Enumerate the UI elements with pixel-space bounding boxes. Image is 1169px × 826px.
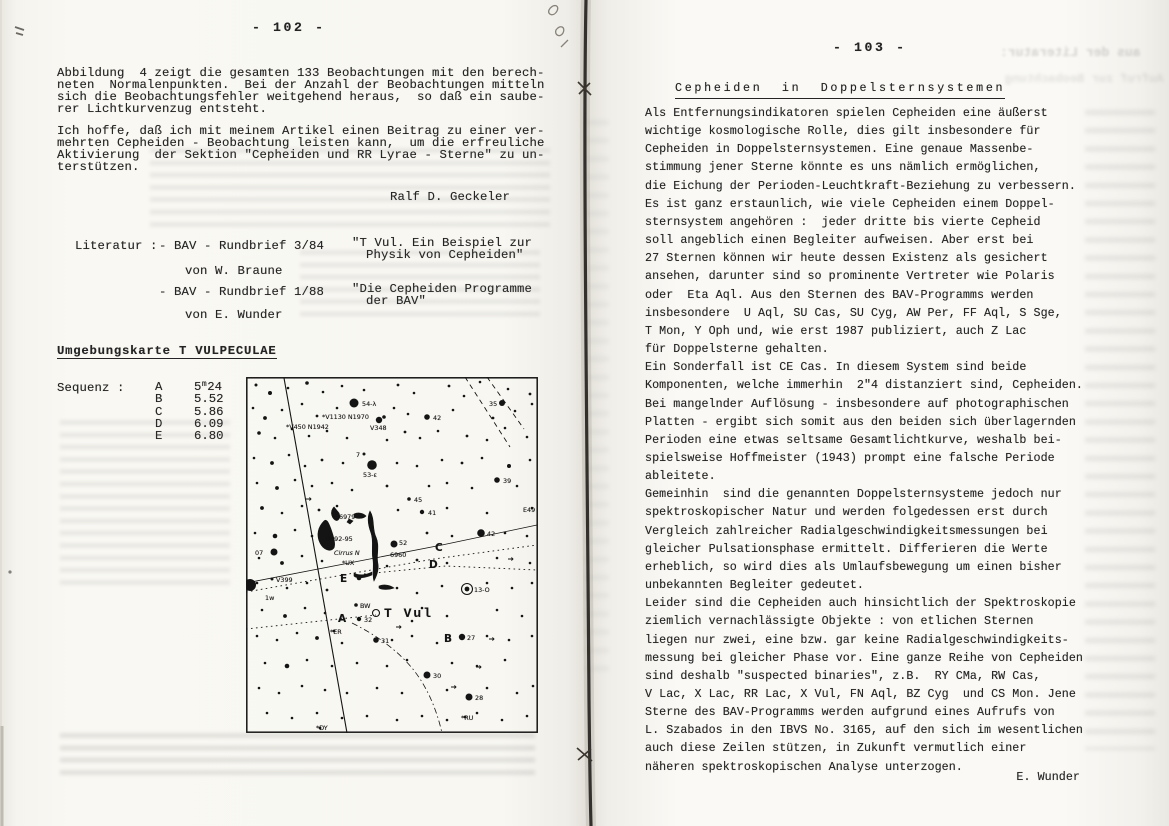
bleedthrough-smudge bbox=[300, 250, 540, 320]
svg-text:C: C bbox=[435, 542, 443, 554]
text-line: rer Lichtkurvenzug entsteht. bbox=[57, 102, 267, 117]
text-line: sich die Beobachtungsfehler weitgehend heraus, so daß ein saube- bbox=[57, 90, 545, 105]
svg-text:42: 42 bbox=[487, 530, 496, 538]
text-line: Komponenten, welche immerhin 2"4 distanziert sind, Cepheiden. bbox=[645, 378, 1083, 393]
text-line: gleicher Pulsationsphase ermittelt. Differieren die Werte bbox=[645, 541, 1048, 556]
svg-text:28: 28 bbox=[475, 694, 484, 702]
text-line: Platten - ergibt sich somit aus den beiden sich überlagernden bbox=[645, 414, 1076, 429]
magnitude-superscript: m bbox=[201, 379, 207, 389]
literature-ref-1: - BAV - Rundbrief 3/84 bbox=[159, 239, 324, 253]
sequence-value: 5$^m$24 bbox=[194, 379, 222, 394]
text-line: Cepheiden in Doppelsternsystemen. Eine genaue Massenbe- bbox=[645, 142, 1034, 157]
sequence-letter: B bbox=[155, 392, 163, 407]
text-line: auch diese Zeilen stützen, in Zukunft vermutlich einer bbox=[645, 741, 1027, 756]
text-line: für Doppelsterne gehalten. bbox=[645, 342, 829, 357]
sequence-label: Sequenz : bbox=[57, 381, 125, 395]
svg-text:V348: V348 bbox=[370, 424, 387, 432]
svg-text:1w: 1w bbox=[265, 594, 275, 602]
bleedthrough-smudge bbox=[60, 733, 535, 778]
svg-text:*UX: *UX bbox=[342, 559, 355, 567]
text-line: terstützen. bbox=[57, 160, 140, 175]
finder-chart-container bbox=[246, 377, 538, 733]
text-line: V Lac, X Lac, RR Lac, X Vul, FN Aql, BZ Cyg und CS Mon. Jene bbox=[645, 687, 1076, 701]
text-line: spielsweise Hoffmeister (1943) prompt eine falsche Periode bbox=[645, 450, 1055, 465]
svg-text:32: 32 bbox=[364, 616, 373, 624]
bleedthrough-column bbox=[1085, 110, 1155, 750]
map-heading: Umgebungskarte T VULPECULAE bbox=[57, 344, 277, 358]
svg-text:30: 30 bbox=[433, 672, 442, 680]
text-line: ableitete. bbox=[645, 469, 716, 484]
svg-text:*DY: *DY bbox=[316, 724, 328, 732]
text-line: sind deshalb "suspected binaries", z.B. RY CMa, RW Cas, bbox=[645, 668, 1041, 683]
literature-title-1b: Physik von Cepheiden" bbox=[366, 248, 524, 262]
svg-text:T Vul: T Vul bbox=[384, 606, 434, 621]
text-line: insbesondere U Aql, SU Cas, SU Cyg, AW Per, FF Aql, S Sge, bbox=[645, 305, 1062, 320]
sequence-letter: D bbox=[155, 416, 163, 431]
text-line: Ein Sonderfall ist CE Cas. In diesem System sind beide bbox=[645, 360, 1027, 375]
svg-text:35: 35 bbox=[489, 400, 498, 408]
svg-text:6992-95: 6992-95 bbox=[326, 535, 353, 543]
text-line: soll angeblich einen Begleiter aufweisen. Aber erst bei bbox=[645, 233, 1034, 248]
svg-text:V399: V399 bbox=[276, 576, 293, 584]
svg-text:6960: 6960 bbox=[390, 551, 407, 559]
svg-text:31: 31 bbox=[381, 637, 390, 645]
text-line: Aktivierung der Sektion "Cepheiden und RR Lyrae - Sterne" zu un- bbox=[57, 148, 545, 163]
svg-text:45: 45 bbox=[414, 496, 423, 504]
sequence-value: 6.09 bbox=[194, 416, 224, 431]
bleedthrough-ghost-text: aus der Literatur: bbox=[1000, 45, 1141, 60]
text-line: unbekannten Begleiter gedeutet. bbox=[645, 578, 864, 593]
literature-title-2a: "Die Cepheiden Programme bbox=[352, 282, 532, 296]
text-line: messung bei gleicher Phase vor. Eine ganze Reihe von Cepheiden bbox=[645, 650, 1083, 665]
svg-text:E: E bbox=[340, 573, 348, 585]
literature-label: Literatur : bbox=[75, 239, 158, 253]
text-line: Sterne des BAV-Programms werden aufgrund eines Aufrufs von bbox=[645, 705, 1055, 720]
svg-text:B: B bbox=[444, 633, 453, 645]
svg-text:*V450 N1942: *V450 N1942 bbox=[286, 423, 329, 431]
text-line: Abbildung 4 zeigt die gesamten 133 Beobachtungen mit den berech- bbox=[57, 66, 545, 80]
bleedthrough-ghost-text: Aufruf zur Beobachtung bbox=[1005, 72, 1164, 86]
svg-text:54-λ: 54-λ bbox=[362, 400, 377, 408]
svg-text:53-ε: 53-ε bbox=[363, 471, 377, 479]
svg-text:*V1130 N1970: *V1130 N1970 bbox=[322, 413, 369, 421]
svg-text:E49: E49 bbox=[523, 506, 536, 514]
text-line: spektroskopischer Natur und werden folgedessen erst durch bbox=[645, 505, 1048, 520]
literature-author-2: von E. Wunder bbox=[185, 308, 283, 322]
text-line: Als Entfernungsindikatoren spielen Cepheiden eine äußerst bbox=[645, 106, 1048, 120]
text-line: wichtige kosmologische Rolle, dies gilt insbesondere für bbox=[645, 124, 1041, 139]
literature-ref-2: - BAV - Rundbrief 1/88 bbox=[159, 285, 324, 299]
svg-text:52: 52 bbox=[399, 539, 408, 547]
sequence-letter: A bbox=[155, 380, 163, 394]
svg-text:BW: BW bbox=[360, 602, 371, 610]
text-line: ziemlich vernachlässigte Objekte : von etlichen Sternen bbox=[645, 614, 1034, 629]
text-line: sternsystem angehören : jeder dritte bis vierte Cepheid bbox=[645, 214, 1041, 229]
text-line: Bei mangelnder Auflösung - insbesondere auf photographischen bbox=[645, 396, 1069, 411]
text-line: T Mon, Y Oph und, wie erst 1987 publiziert, auch Z Lac bbox=[645, 323, 1027, 338]
literature-author-1: von W. Braune bbox=[185, 264, 283, 278]
page-103 bbox=[585, 0, 1169, 826]
sequence-value: 5.52 bbox=[194, 392, 224, 407]
svg-text:*ER: *ER bbox=[330, 628, 342, 636]
svg-text:A: A bbox=[338, 613, 347, 625]
text-line: Perioden eine etwas seltsame Gesamtlichtkurve, weshalb bei- bbox=[645, 432, 1062, 447]
text-line: L. Szabados in den IBVS No. 3165, auf den sich im wesentlichen bbox=[645, 723, 1083, 738]
bleedthrough-column bbox=[585, 120, 609, 680]
page-number-102: - 102 - bbox=[252, 20, 326, 35]
svg-text:Cirrus N: Cirrus N bbox=[334, 549, 360, 557]
text-line: Gemeinhin sind die genannten Doppelsternsysteme jedoch nur bbox=[645, 487, 1062, 502]
text-line: oder Eta Aql. Aus den Sternen des BAV-Programms werden bbox=[645, 287, 1034, 302]
literature-title-2b: der BAV" bbox=[366, 294, 426, 308]
svg-text:41: 41 bbox=[428, 509, 437, 517]
text-line: die Eichung der Perioden-Leuchtkraft-Beziehung zu verbessern. bbox=[645, 178, 1076, 193]
text-line: erheblich, so wird dies als Umlaufsbewegung um einen bisher bbox=[645, 559, 1062, 574]
sequence-letter: C bbox=[155, 404, 163, 419]
svg-text:39: 39 bbox=[503, 477, 512, 485]
text-line: 27 Sternen können wir heute dessen Existenz als gesichert bbox=[645, 251, 1048, 266]
text-line: stimmung jener Sterne könnte es uns nämlich ermöglichen, bbox=[645, 160, 1041, 175]
svg-text:07: 07 bbox=[255, 549, 264, 557]
author-signature: E. Wunder bbox=[1016, 770, 1080, 784]
bleedthrough-smudge bbox=[150, 148, 550, 234]
article-heading: Cepheiden in Doppelsternsystemen bbox=[675, 79, 1005, 99]
svg-text:6979: 6979 bbox=[339, 513, 356, 521]
svg-text:27: 27 bbox=[467, 634, 476, 642]
page-number-103: - 103 - bbox=[833, 40, 907, 55]
bleedthrough-smudge bbox=[60, 416, 230, 590]
text-line: Leider sind die Cepheiden auch hinsichtlich der Spektroskopie bbox=[645, 596, 1076, 611]
author-signature: Ralf D. Geckeler bbox=[390, 190, 510, 204]
svg-text:13-O: 13-O bbox=[474, 586, 490, 594]
svg-text:42: 42 bbox=[433, 414, 442, 422]
text-line: Es ist ganz erstaunlich, wie viele Cepheiden einem Doppel- bbox=[645, 196, 1055, 211]
text-line: liegen nur zwei, eine bzw. gar keine Radialgeschwindigkeits- bbox=[645, 632, 1069, 647]
t-vul-finder-chart bbox=[246, 377, 538, 733]
text-line: neten Normalenpunkten. Bei der Anzahl der Beobachtungen mitteln bbox=[57, 78, 545, 93]
text-line: näheren spektroskopischen Analyse unterzogen. bbox=[645, 759, 963, 774]
text-line: Vergleich zahlreicher Radialgeschwindigkeitsmessungen bei bbox=[645, 523, 1048, 538]
sequence-letter: E bbox=[155, 429, 163, 444]
svg-text:D: D bbox=[429, 559, 438, 571]
paragraph-1 bbox=[57, 67, 544, 116]
article-body bbox=[645, 104, 1105, 776]
literature-title-1a: "T Vul. Ein Beispiel zur bbox=[352, 236, 532, 250]
text-line: Ich hoffe, daß ich mit meinem Artikel einen Beitrag zu einer ver- bbox=[57, 124, 545, 138]
svg-text:*RU: *RU bbox=[461, 714, 474, 722]
text-line: ansehen, darunter sind so prominente Vertreter wie Polaris bbox=[645, 269, 1055, 284]
sequence-value: 5.86 bbox=[194, 404, 224, 419]
sequence-value: 6.80 bbox=[194, 429, 224, 444]
text-line: mehrten Cepheiden - Beobachtung leisten kann, um die erfreuliche bbox=[57, 136, 545, 151]
svg-text:7: 7 bbox=[356, 451, 361, 459]
